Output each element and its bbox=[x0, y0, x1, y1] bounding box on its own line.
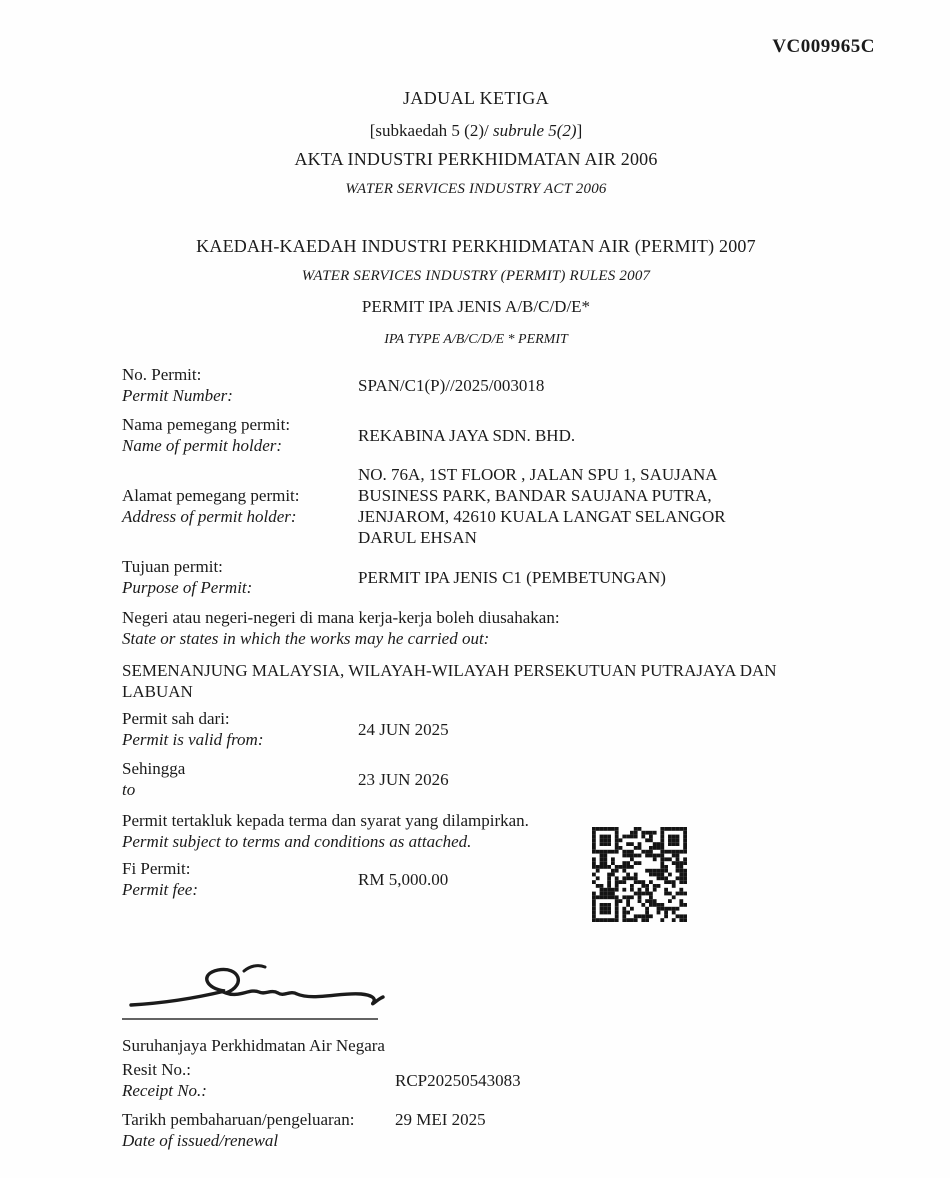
qr-code bbox=[592, 827, 687, 922]
subrule-suffix: ] bbox=[576, 121, 583, 140]
field-label bbox=[122, 414, 358, 456]
field-label bbox=[122, 758, 358, 800]
field-value: RM 5,000.00 bbox=[358, 869, 449, 889]
states-note bbox=[122, 607, 830, 649]
field-label-en: Purpose of Permit: bbox=[122, 578, 253, 597]
field-label-en: Permit Number: bbox=[122, 386, 233, 405]
field-label-ms: Permit sah dari: bbox=[122, 709, 230, 728]
rules-title-en: WATER SERVICES INDUSTRY (PERMIT) RULES 2007 bbox=[301, 268, 651, 284]
field-label-en: Date of issued/renewal bbox=[122, 1131, 279, 1150]
permit-type-ms: PERMIT IPA JENIS A/B/C/D/E* bbox=[361, 297, 591, 316]
rules-title-ms: KAEDAH-KAEDAH INDUSTRI PERKHIDMATAN AIR (PERMIT) 2007 bbox=[196, 236, 756, 256]
field-label-en: Permit fee: bbox=[122, 880, 198, 899]
field-value: 23 JUN 2026 bbox=[358, 769, 449, 789]
signature-scribble bbox=[122, 962, 384, 1014]
permit-type-en: IPA TYPE A/B/C/D/E * PERMIT bbox=[384, 332, 568, 347]
field-permit-holder-address bbox=[122, 464, 830, 548]
field-label bbox=[122, 858, 358, 900]
act-title-ms: AKTA INDUSTRI PERKHIDMATAN AIR 2006 bbox=[294, 149, 658, 169]
field-value: 24 JUN 2025 bbox=[358, 719, 449, 739]
field-receipt-number bbox=[122, 1059, 830, 1101]
field-value: PERMIT IPA JENIS C1 (PEMBETUNGAN) bbox=[358, 567, 666, 587]
states-value: SEMENANJUNG MALAYSIA, WILAYAH-WILAYAH PERSEKUTUAN PUTRAJAYA DAN LABUAN bbox=[122, 661, 777, 701]
field-label-ms: Nama pemegang permit: bbox=[122, 415, 291, 434]
document-code: VC009965C bbox=[772, 36, 875, 57]
field-label-en: Name of permit holder: bbox=[122, 436, 283, 455]
field-permit-holder-name bbox=[122, 414, 830, 456]
states-note-ms: Negeri atau negeri-negeri di mana kerja-kerja boleh diusahakan: bbox=[122, 608, 560, 627]
field-value: 29 MEI 2025 bbox=[395, 1110, 486, 1129]
field-label-en: Receipt No.: bbox=[122, 1081, 207, 1100]
subrule-prefix: [subkaedah 5 (2)/ bbox=[369, 121, 493, 140]
subrule-line bbox=[122, 120, 830, 141]
authority-name: Suruhanjaya Perkhidmatan Air Negara bbox=[122, 1036, 385, 1055]
schedule-title: JADUAL KETIGA bbox=[402, 88, 549, 108]
field-label bbox=[122, 1059, 395, 1101]
field-label bbox=[122, 556, 358, 598]
field-permit-purpose bbox=[122, 556, 830, 598]
field-permit-fee bbox=[122, 858, 830, 900]
field-label-ms: No. Permit: bbox=[122, 365, 202, 384]
field-label-en: Permit is valid from: bbox=[122, 730, 264, 749]
signature-line bbox=[122, 1018, 378, 1020]
field-value: SPAN/C1(P)//2025/003018 bbox=[358, 375, 545, 395]
field-label-ms: Resit No.: bbox=[122, 1060, 191, 1079]
field-label bbox=[122, 708, 358, 750]
terms-note bbox=[122, 810, 830, 852]
field-label-ms: Sehingga bbox=[122, 759, 186, 778]
field-label-ms: Tujuan permit: bbox=[122, 557, 223, 576]
field-label bbox=[122, 485, 358, 527]
field-value: RCP20250543083 bbox=[395, 1070, 521, 1090]
field-valid-from bbox=[122, 708, 830, 750]
field-label-ms: Alamat pemegang permit: bbox=[122, 486, 300, 505]
field-issue-date bbox=[122, 1109, 830, 1151]
subrule-italic: subrule 5(2) bbox=[492, 121, 577, 140]
field-value: REKABINA JAYA SDN. BHD. bbox=[358, 425, 576, 445]
act-title-en: WATER SERVICES INDUSTRY ACT 2006 bbox=[345, 181, 607, 197]
terms-note-ms: Permit tertakluk kepada terma dan syarat yang dilampirkan. bbox=[122, 811, 529, 830]
field-label bbox=[122, 1109, 395, 1151]
states-note-en: State or states in which the works may he carried out: bbox=[122, 629, 490, 648]
field-value: NO. 76A, 1ST FLOOR , JALAN SPU 1, SAUJANA BUSINESS PARK, BANDAR SAUJANA PUTRA, JENJAROM, 42610 KUALA LANGAT SELANGOR DARUL EHSAN bbox=[358, 465, 726, 547]
field-label-en: Address of permit holder: bbox=[122, 507, 297, 526]
field-valid-to bbox=[122, 758, 830, 800]
field-label-ms: Tarikh pembaharuan/pengeluaran: bbox=[122, 1110, 355, 1129]
terms-note-en: Permit subject to terms and conditions as attached. bbox=[122, 832, 472, 851]
field-label-ms: Fi Permit: bbox=[122, 859, 191, 878]
field-permit-number bbox=[122, 364, 830, 406]
field-label-en: to bbox=[122, 780, 136, 799]
field-label bbox=[122, 364, 358, 406]
